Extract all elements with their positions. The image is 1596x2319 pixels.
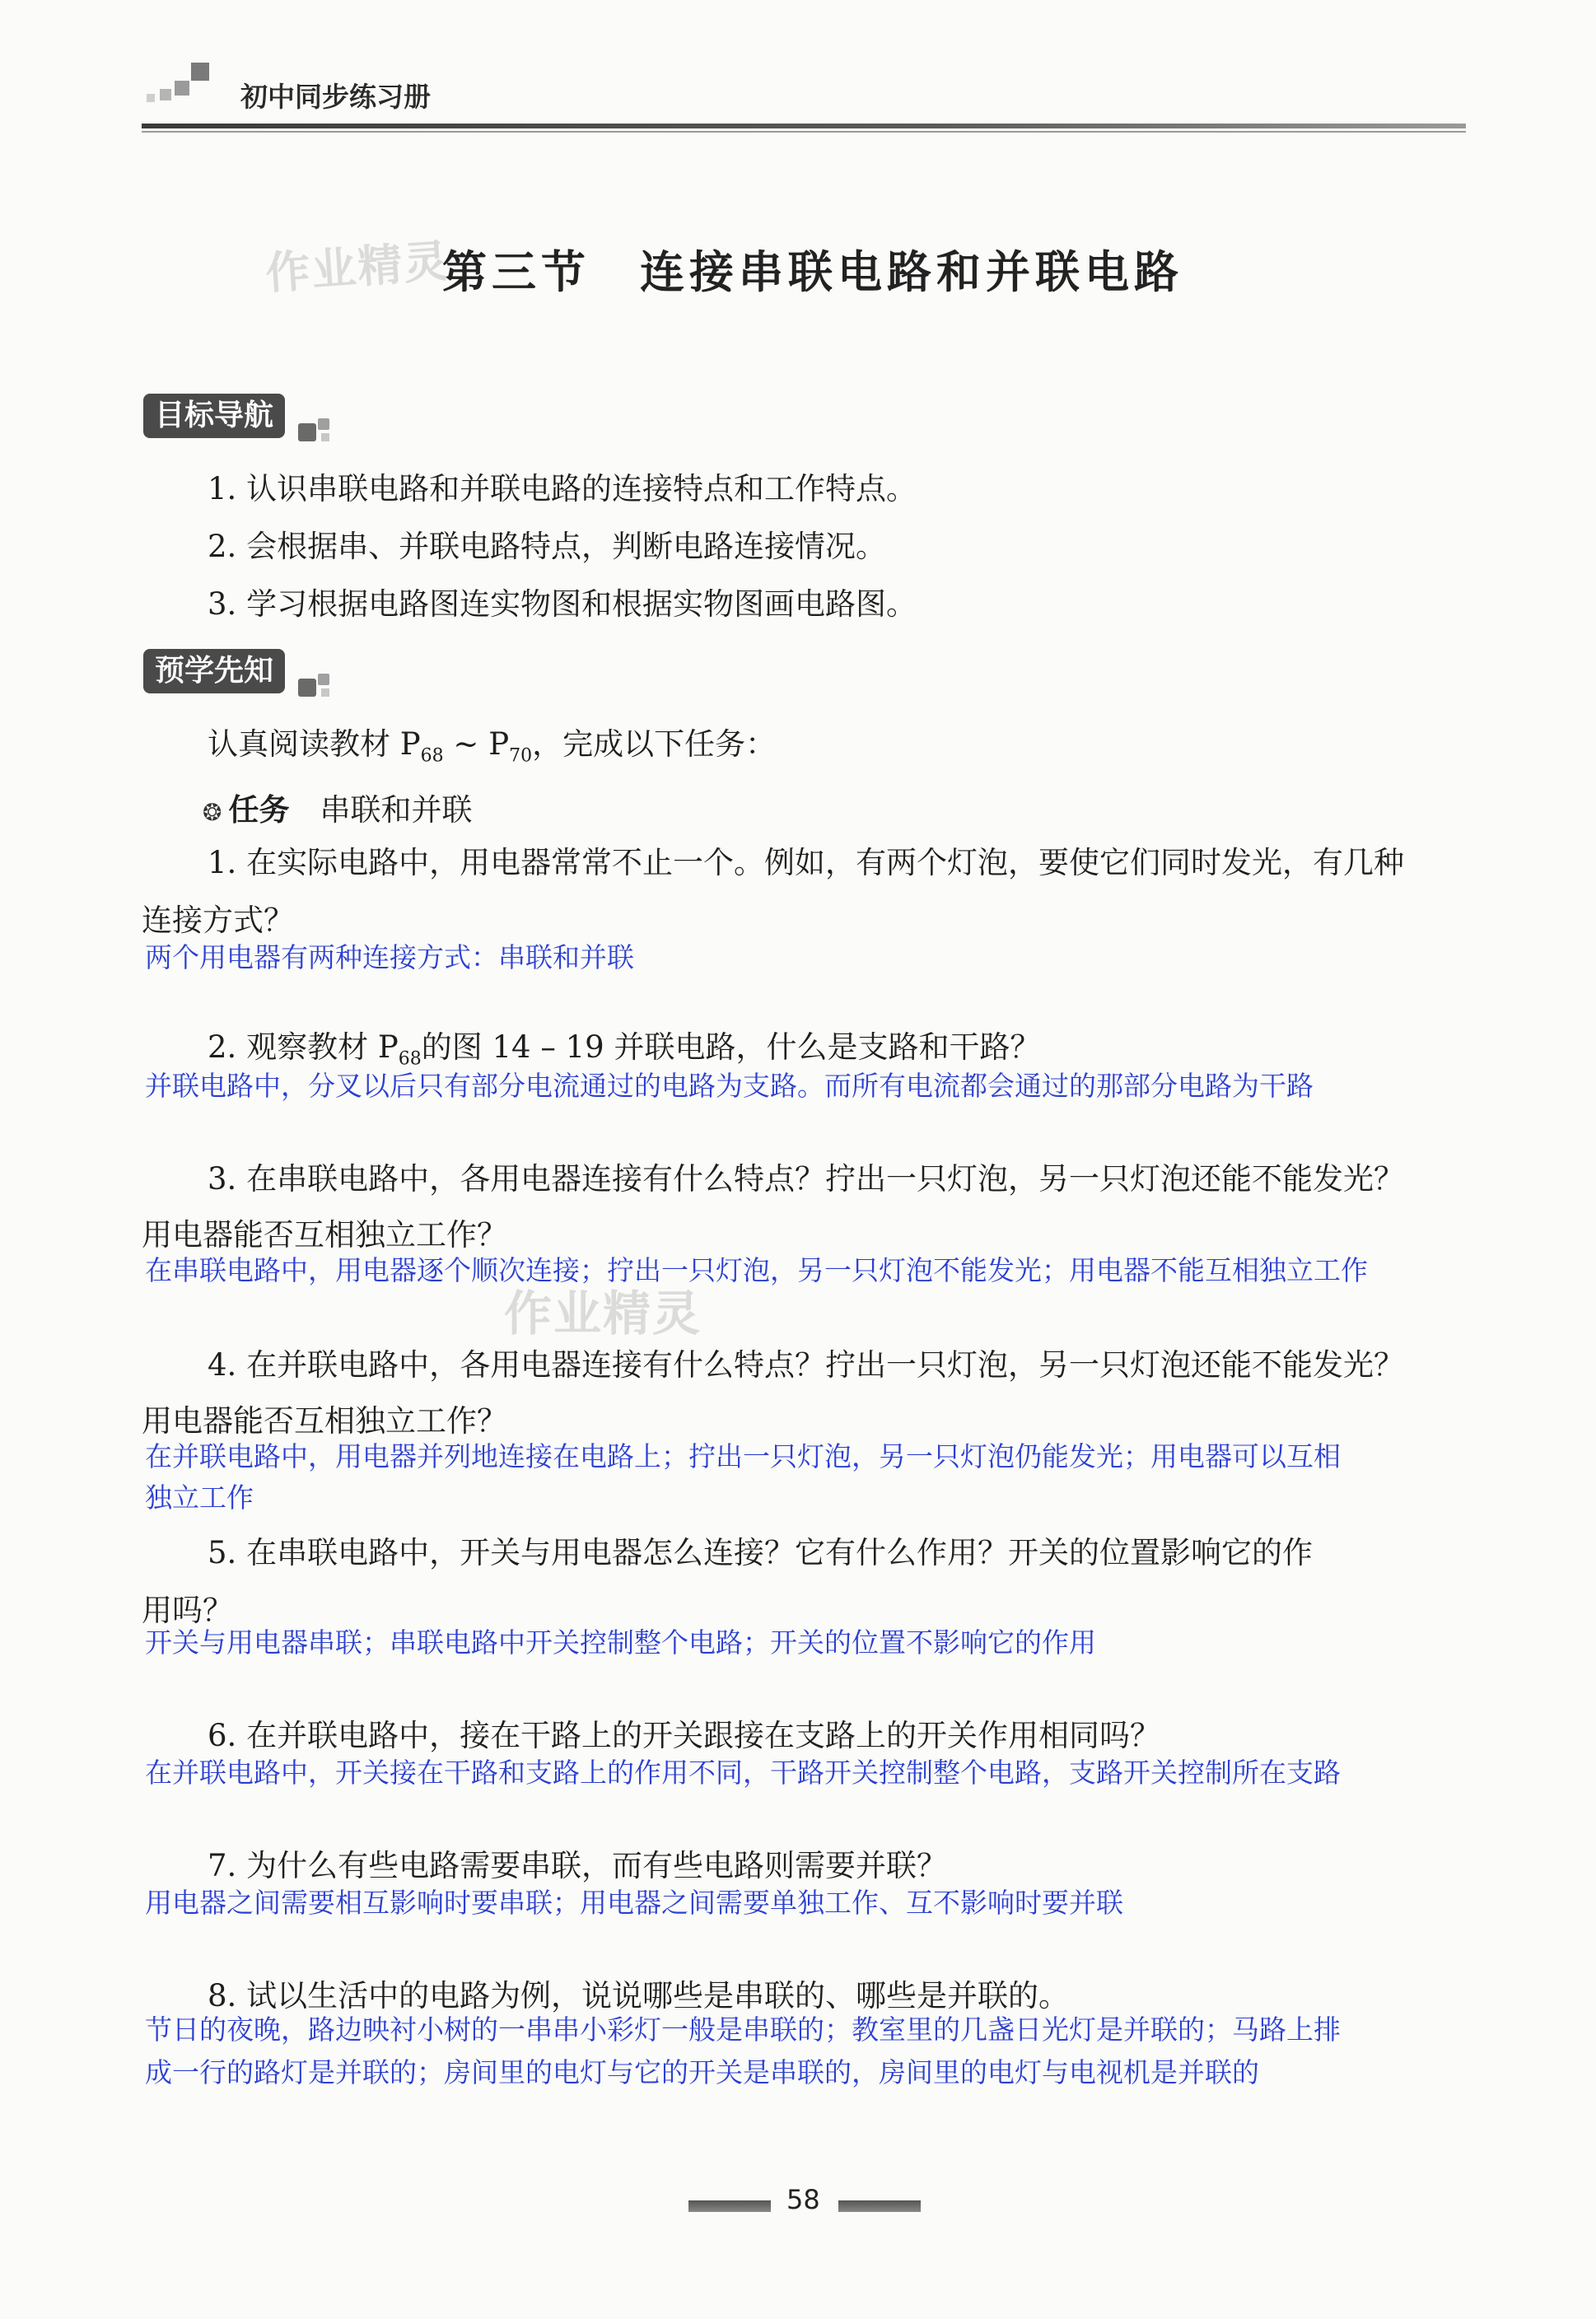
answer-1: 两个用电器有两种连接方式：串联和并联 bbox=[145, 941, 634, 973]
task-heading: ❂ 任务 串联和并联 bbox=[203, 792, 473, 828]
answer-5: 开关与用电器串联；串联电路中开关控制整个电路；开关的位置不影响它的作用 bbox=[145, 1626, 1096, 1659]
gear-bullet-icon: ❂ bbox=[203, 799, 222, 826]
question-8: 8. 试以生活中的电路为例，说说哪些是串联的、哪些是并联的。 bbox=[208, 1978, 1070, 2013]
answer-6: 在并联电路中，开关接在干路和支路上的作用不同，干路开关控制整个电路，支路开关控制所在支路 bbox=[145, 1757, 1341, 1789]
section-title: 第三节 连接串联电路和并联电路 bbox=[442, 245, 1183, 298]
question-4-line-1: 4. 在并联电路中，各用电器连接有什么特点？拧出一只灯泡，另一只灯泡还能不能发光？ bbox=[208, 1347, 1405, 1383]
goal-item-2: 2. 会根据串、并联电路特点，判断电路连接情况。 bbox=[208, 529, 887, 564]
header-rule-thin bbox=[142, 131, 1466, 133]
answer-8-line-2: 成一行的路灯是并联的；房间里的电灯与它的开关是串联的，房间里的电灯与电视机是并联的 bbox=[145, 2056, 1259, 2088]
question-2: 2. 观察教材 $P_{68}$的图 14 – 19 并联电路，什么是支路和干路？ bbox=[208, 1029, 1041, 1070]
question-7: 7. 为什么有些电路需要串联，而有些电路则需要并联？ bbox=[208, 1848, 948, 1883]
question-1-line-2: 连接方式？ bbox=[142, 903, 294, 938]
question-6: 6. 在并联电路中，接在干路上的开关跟接在支路上的开关作用相同吗？ bbox=[208, 1718, 1161, 1753]
answer-4-line-2: 独立工作 bbox=[145, 1481, 254, 1514]
answer-3: 在串联电路中，用电器逐个顺次连接；拧出一只灯泡，另一只灯泡不能发光；用电器不能互相独立工作 bbox=[145, 1254, 1368, 1286]
preview-intro: 认真阅读教材 $P_{68}$ ~ $P_{70}$，完成以下任务： bbox=[208, 726, 777, 767]
question-3-line-2: 用电器能否互相独立工作？ bbox=[142, 1217, 507, 1253]
answer-7: 用电器之间需要相互影响时要串联；用电器之间需要单独工作、互不影响时要并联 bbox=[145, 1887, 1123, 1919]
question-5-line-2: 用吗？ bbox=[142, 1593, 233, 1628]
question-1-line-1: 1. 在实际电路中，用电器常常不止一个。例如，有两个灯泡，要使它们同时发光，有几种 bbox=[208, 845, 1405, 880]
preview-tag: 预学先知 bbox=[143, 649, 285, 693]
question-5-line-1: 5. 在串联电路中，开关与用电器怎么连接？它有什么作用？开关的位置影响它的作 bbox=[208, 1535, 1314, 1570]
goal-item-1: 1. 认识串联电路和并联电路的连接特点和工作特点。 bbox=[208, 471, 917, 506]
header-rule bbox=[142, 124, 1466, 128]
watermark-middle: 作业精灵 bbox=[504, 1285, 702, 1341]
goal-item-3: 3. 学习根据电路图连实物图和根据实物图画电路图。 bbox=[208, 586, 917, 622]
answer-4-line-1: 在并联电路中，用电器并列地连接在电路上；拧出一只灯泡，另一只灯泡仍能发光；用电器可以互相 bbox=[145, 1440, 1341, 1472]
question-3-line-1: 3. 在串联电路中，各用电器连接有什么特点？拧出一只灯泡，另一只灯泡还能不能发光？ bbox=[208, 1161, 1405, 1197]
question-4-line-2: 用电器能否互相独立工作？ bbox=[142, 1403, 507, 1439]
answer-8-line-1: 节日的夜晚，路边映衬小树的一串串小彩灯一般是串联的；教室里的几盏日光灯是并联的；马路上排 bbox=[145, 2013, 1341, 2046]
footer-bar-left bbox=[688, 2200, 771, 2212]
book-title: 初中同步练习册 bbox=[240, 81, 431, 113]
answer-2: 并联电路中，分叉以后只有部分电流通过的电路为支路。而所有电流都会通过的那部分电路为干路 bbox=[145, 1070, 1314, 1102]
watermark-top: 作业精灵 bbox=[264, 235, 452, 300]
page-number: 58 bbox=[786, 2184, 820, 2215]
footer-bar-right bbox=[838, 2200, 921, 2212]
goals-tag: 目标导航 bbox=[143, 394, 285, 438]
